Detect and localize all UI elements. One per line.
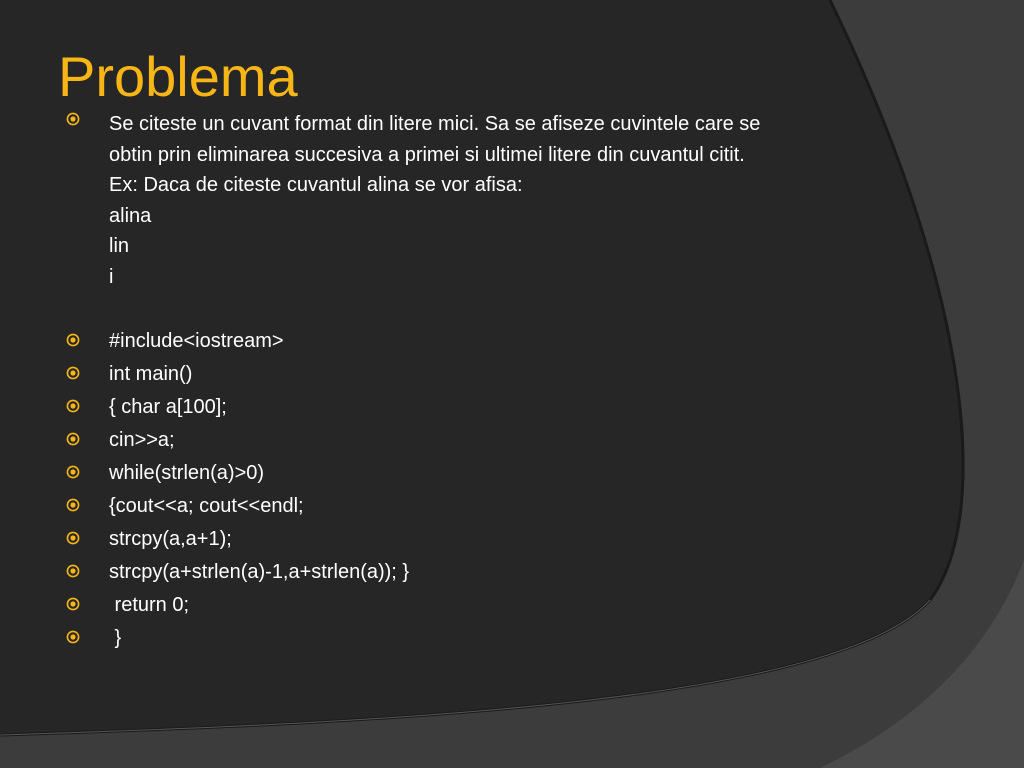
intro-line: alina — [109, 204, 152, 227]
code-line: int main() — [109, 363, 193, 385]
circle-dot-icon — [66, 564, 80, 578]
circle-dot-icon — [66, 366, 80, 380]
slide-title: Problema — [58, 45, 298, 108]
intro-line: Ex: Daca de citeste cuvantul alina se vor afisa: — [109, 174, 523, 196]
code-line-item — [66, 428, 966, 452]
code-line-item — [66, 362, 966, 386]
intro-line: i — [109, 265, 114, 288]
circle-dot-icon — [66, 498, 80, 512]
code-line: {cout<<a; cout<<endl; — [109, 495, 304, 517]
code-line-item — [66, 626, 966, 650]
intro-line: Se citeste un cuvant format din litere mici. Sa se afiseze cuvintele care se — [109, 113, 761, 135]
circle-dot-icon — [66, 432, 80, 446]
code-line: return 0; — [109, 594, 190, 616]
circle-dot-icon — [66, 597, 80, 611]
code-line-item — [66, 329, 966, 353]
intro-line: lin — [109, 235, 130, 257]
code-line: while(strlen(a)>0) — [109, 462, 265, 484]
code-line-item — [66, 461, 966, 485]
code-line: #include<iostream> — [109, 330, 284, 352]
code-line-item — [66, 593, 966, 617]
code-line: strcpy(a+strlen(a)-1,a+strlen(a)); } — [109, 561, 410, 583]
code-line-item — [66, 395, 966, 419]
circle-dot-icon — [66, 531, 80, 545]
code-line: } — [109, 627, 122, 649]
circle-dot-icon — [66, 112, 80, 126]
code-line: { char a[100]; — [109, 396, 227, 418]
intro-bullet-item — [66, 109, 966, 292]
code-line: strcpy(a,a+1); — [109, 528, 232, 550]
circle-dot-icon — [66, 333, 80, 347]
circle-dot-icon — [66, 465, 80, 479]
code-line-item — [66, 560, 966, 584]
circle-dot-icon — [66, 399, 80, 413]
code-line-item — [66, 527, 966, 551]
circle-dot-icon — [66, 630, 80, 644]
code-line: cin>>a; — [109, 429, 175, 451]
code-line-item — [66, 494, 966, 518]
intro-line: obtin prin eliminarea succesiva a primei si ultimei litere din cuvantul citit. — [109, 143, 745, 166]
